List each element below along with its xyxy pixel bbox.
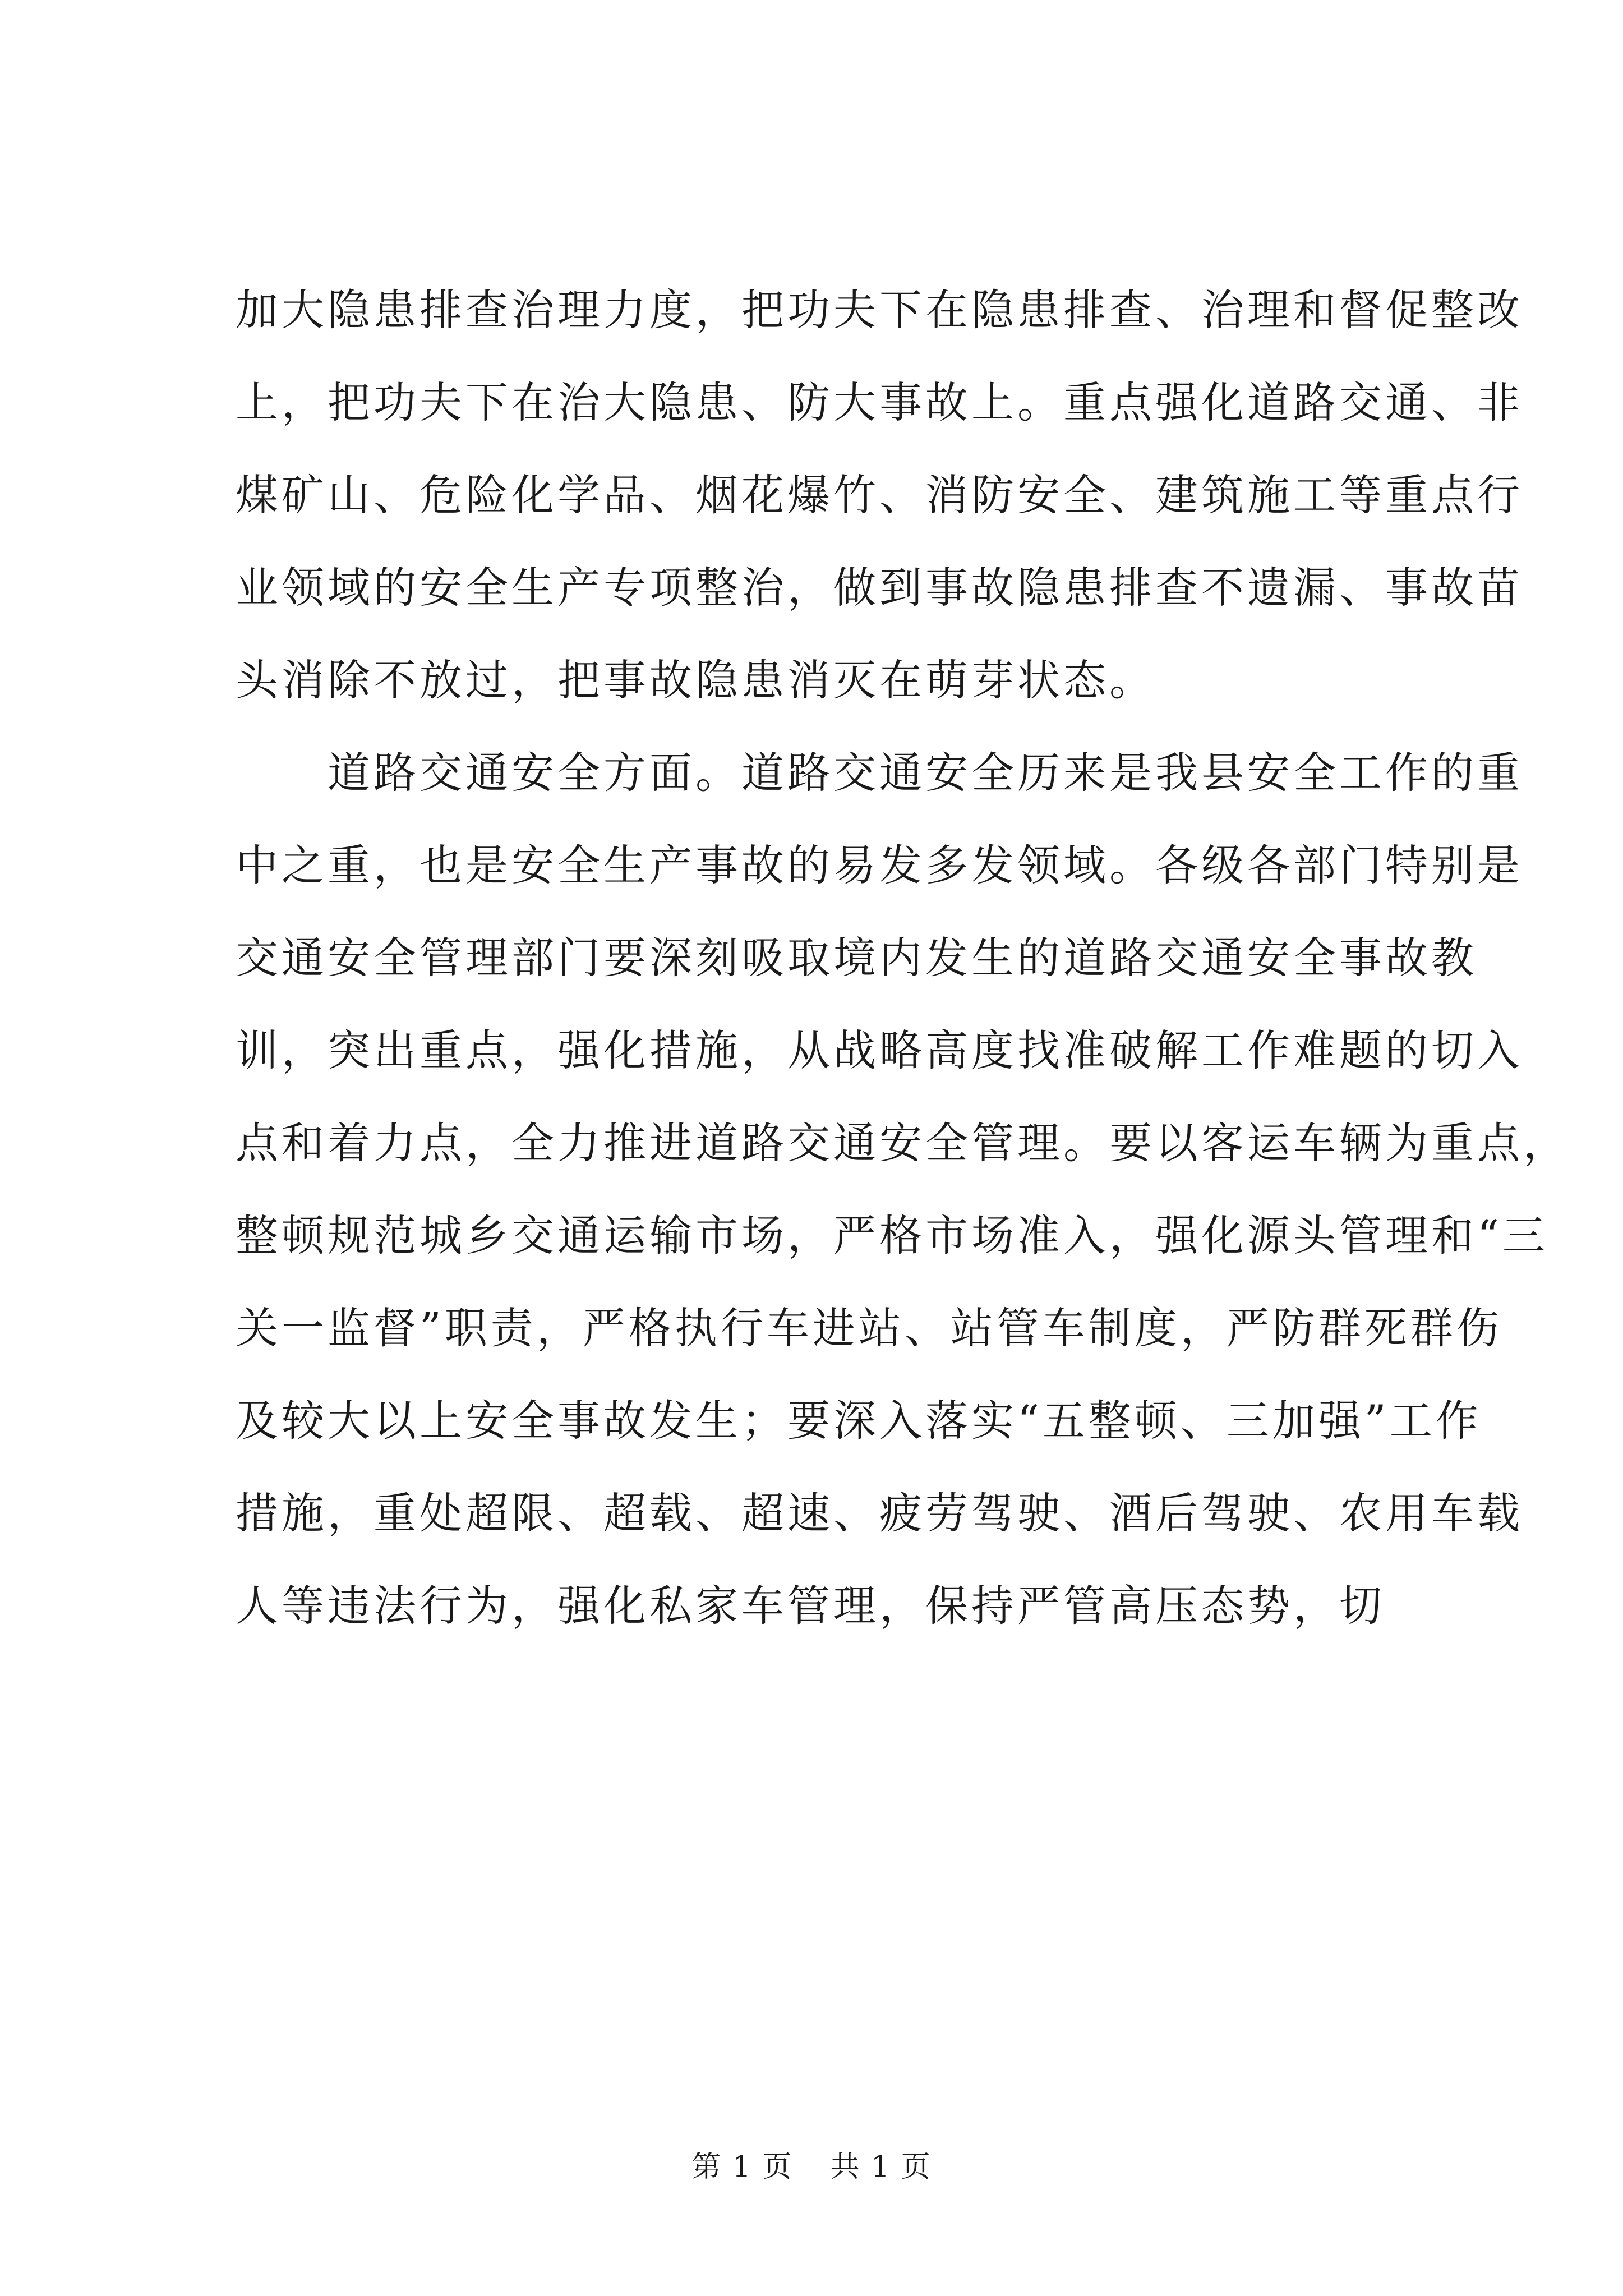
paragraph-1 — [236, 264, 1523, 726]
text-line: 加大隐患排查治理力度，把功夫下在隐患排查、治理和督促整改 — [236, 285, 1523, 335]
text-line: 中之重，也是安全生产事故的易发多发领域。各级各部门特别是 — [236, 840, 1523, 890]
text-line: 业领域的安全生产专项整治，做到事故隐患排查不遗漏、事故苗 — [236, 563, 1523, 613]
text-line: 训，突出重点，强化措施，从战略高度找准破解工作难题的切入 — [236, 1025, 1523, 1075]
text-line: 头消除不放过，把事故隐患消灭在萌芽状态。 — [236, 655, 1155, 705]
text-line: 关一监督”职责，严格执行车进站、站管车制度，严防群死群伤 — [236, 1303, 1502, 1353]
page-number: 第 1 页 — [691, 2150, 793, 2184]
document-body — [236, 264, 1569, 1652]
text-line: 整顿规范城乡交通运输市场，严格市场准入，强化源头管理和“三 — [236, 1211, 1548, 1260]
text-line: 交通安全管理部门要深刻吸取境内发生的道路交通安全事故教 — [236, 933, 1477, 983]
text-line: 煤矿山、危险化学品、烟花爆竹、消防安全、建筑施工等重点行 — [236, 470, 1523, 520]
text-line: 点和着力点，全力推进道路交通安全管理。要以客运车辆为重点， — [236, 1118, 1569, 1168]
text-line: 人等违法行为，强化私家车管理，保持严管高压态势，切 — [236, 1581, 1385, 1631]
text-line: 措施，重处超限、超载、超速、疲劳驾驶、酒后驾驶、农用车载 — [236, 1488, 1523, 1538]
paragraph-2 — [236, 726, 1569, 1652]
text-line: 上，把功夫下在治大隐患、防大事故上。重点强化道路交通、非 — [236, 378, 1523, 427]
text-line: 及较大以上安全事故发生；要深入落实“五整顿、三加强”工作 — [236, 1396, 1482, 1446]
page-footer — [0, 2143, 1623, 2185]
page-total: 共 1 页 — [830, 2150, 932, 2184]
text-line: 道路交通安全方面。道路交通安全历来是我县安全工作的重 — [328, 748, 1523, 798]
